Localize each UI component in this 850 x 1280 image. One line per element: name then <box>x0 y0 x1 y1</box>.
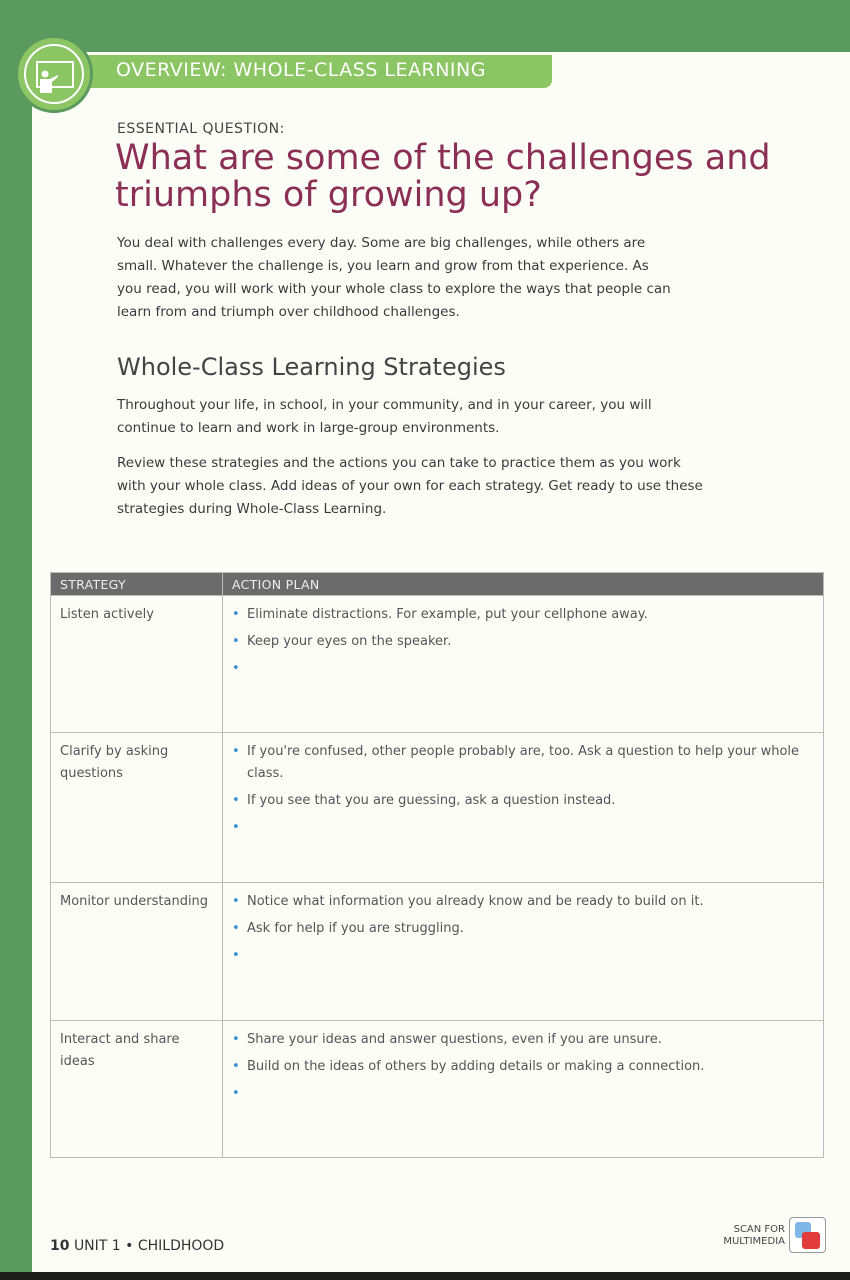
scan-for-multimedia <box>705 1224 785 1248</box>
essential-question: What are some of the challenges and triumphs of growing up? <box>115 138 771 215</box>
table-row <box>51 883 824 1021</box>
action-item: • Share your ideas and answer questions, even if you are unsure. <box>232 1029 814 1051</box>
scan-line-2: MULTIMEDIA <box>723 1236 785 1247</box>
action-blank[interactable] <box>232 658 814 680</box>
action-item: • Build on the ideas of others by adding details or making a connection. <box>232 1056 814 1078</box>
strategy-cell: Listen actively <box>51 596 223 733</box>
page-number: 10 <box>50 1238 70 1254</box>
table-row <box>51 596 824 733</box>
strategy-cell: Interact and share ideas <box>51 1021 223 1158</box>
column-header-strategy: STRATEGY <box>51 573 223 596</box>
whole-class-icon <box>15 35 93 113</box>
table-row <box>51 1021 824 1158</box>
strategies-paragraph-1: Throughout your life, in school, in your community, and in your career, you will continue to learn and work in large-group environments. <box>117 397 652 436</box>
section-label: OVERVIEW: WHOLE-CLASS LEARNING <box>80 55 552 88</box>
strategy-cell: Monitor understanding <box>51 883 223 1021</box>
intro-paragraph: You deal with challenges every day. Some are big challenges, while others are small. Whatever the challenge is, you learn and grow from that experience. As you read, you will work with your whole class to explore the ways that people can learn from and triumph over childhood challenges. <box>117 235 671 320</box>
strategy-table <box>50 572 824 1158</box>
action-blank[interactable] <box>232 1083 814 1105</box>
action-item: • Ask for help if you are struggling. <box>232 918 814 940</box>
action-blank[interactable] <box>232 817 814 839</box>
left-band <box>0 0 32 1272</box>
top-band <box>0 0 850 52</box>
action-item: • If you're confused, other people probably are, too. Ask a question to help your whole class. <box>232 741 814 785</box>
column-header-action-plan: ACTION PLAN <box>223 573 824 596</box>
scan-line-1: SCAN FOR <box>733 1224 785 1235</box>
strategies-paragraph-2: Review these strategies and the actions you can take to practice them as you work with your whole class. Add ideas of your own for each strategy. Get ready to use these strategies during Whole-Class Learning. <box>117 455 703 517</box>
strategies-heading: Whole-Class Learning Strategies <box>117 353 506 381</box>
unit-label: UNIT 1 • CHILDHOOD <box>73 1238 225 1254</box>
action-item: • If you see that you are guessing, ask a question instead. <box>232 790 814 812</box>
action-blank[interactable] <box>232 945 814 967</box>
action-item: • Notice what information you already know and be ready to build on it. <box>232 891 814 913</box>
strategy-cell: Clarify by asking questions <box>51 733 223 883</box>
page-footer <box>50 1238 224 1254</box>
action-item: • Keep your eyes on the speaker. <box>232 631 814 653</box>
essential-question-label: ESSENTIAL QUESTION: <box>117 121 285 137</box>
multimedia-icon[interactable] <box>789 1217 826 1253</box>
table-row <box>51 733 824 883</box>
action-item: • Eliminate distractions. For example, put your cellphone away. <box>232 604 814 626</box>
